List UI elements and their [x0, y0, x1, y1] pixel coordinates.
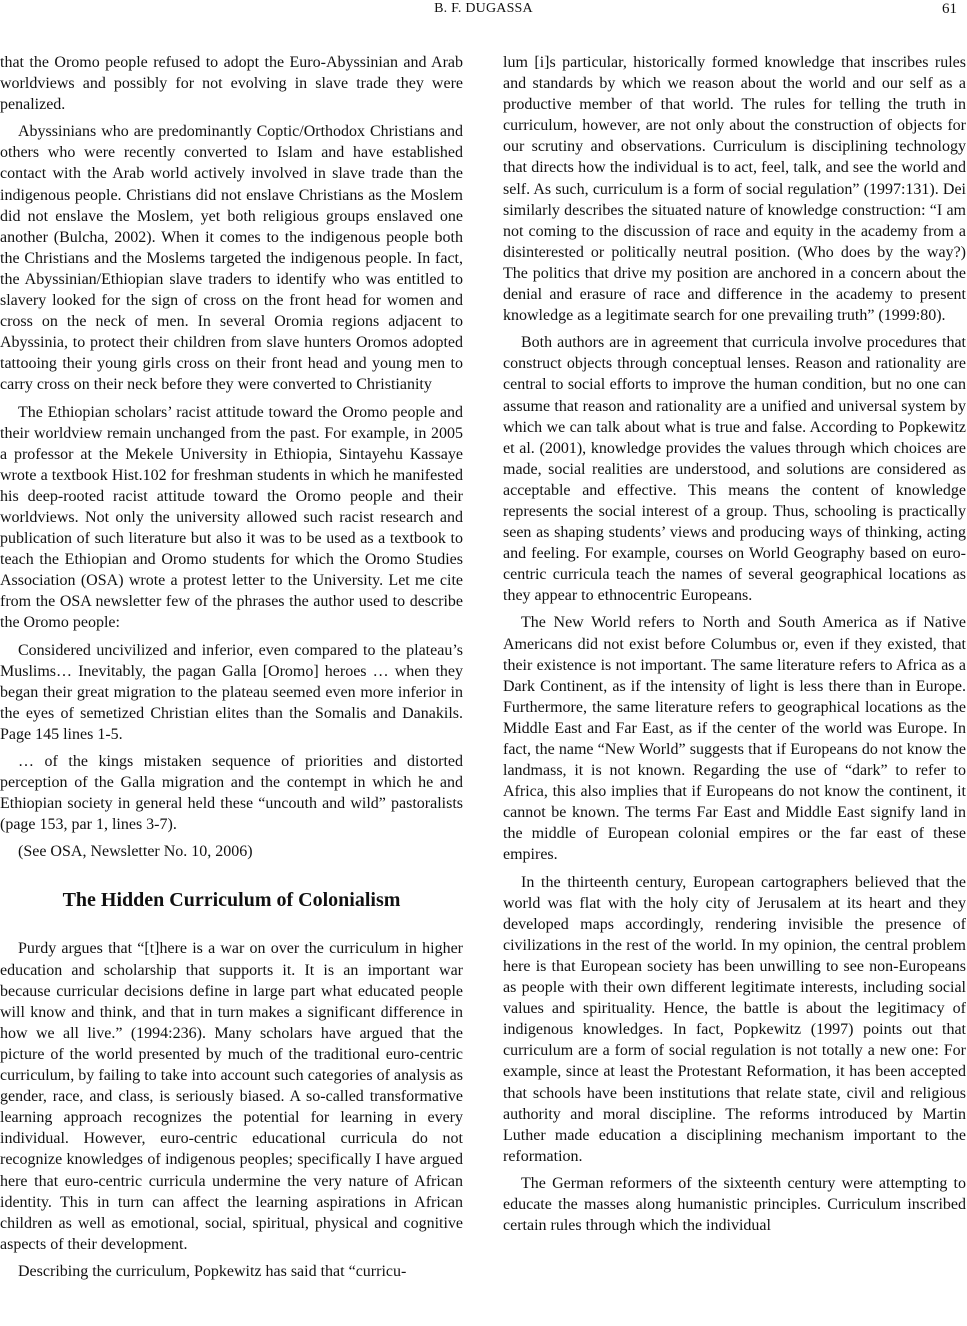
paragraph: that the Oromo people refused to adopt the Euro-Abyssinian and Arab worldviews and possibly for not evolving in slave trade they were penalized. [0, 54, 463, 114]
paragraph: Purdy argues that “[t]here is a war on over the curriculum in higher education and scholarship that supports it. It is an important war because curricular decisions define in large part what educated people will know and think, and that in turn makes a significant difference in how we all live.” (1994:236). Many scholars have argued that the picture of the world presented by much of the traditional euro-centric curriculum, by failing to take into account such categories of analysis as gender, race, and class, is seriously biased. A so-called transformative learning approach recognizes the potential for learning in every individual. However, euro-centric educational curricula do not recognize knowledges of indigenous peoples; specifically I have argued here that euro-centric curricula undermine the very nature of African identity. This in turn can affect the learning aspirations in African children as well as emotional, social, spiritual, physical and cognitive aspects of their development. [0, 940, 463, 1253]
running-head-author: B. F. DUGASSA [434, 1, 533, 16]
paragraph: The Ethiopian scholars’ racist attitude toward the Oromo people and their worldview remain unchanged from the past. For example, in 2005 a professor at the Mekele University in Ethiopia, Sintayehu Kassaye wrote a textbook Hist.102 for freshman students in which he manifested his deep-rooted racist attitude toward the Oromo people and their worldviews. Not only the university allowed such racist research and publication of such literature but also it was to be used as a textbook to teach the Ethiopian and Oromo students for which the Oromo Studies Association (OSA) wrote a protest letter to the University. Let me cite from the OSA newsletter few of the phrases the author used to describe the Oromo people: [0, 403, 463, 632]
page-number: 61 [942, 1, 957, 17]
block-quote: Considered uncivilized and inferior, even compared to the plateau’s Muslims… Inevitably, the pagan Galla [Oromo] heroes … when they began their great migration to the plateau seemed even more inferior in the eyes of semetized Christian elites than the Somalis and Danakils. Page 145 lines 1-5. [0, 641, 463, 743]
block-quote: … of the kings mistaken sequence of priorities and distorted perception of the Galla migration and the contempt in which he and Ethiopian society in general held these “uncouth and wild” pastoralists (page 153, par 1, lines 3-7). [0, 753, 463, 834]
paragraph: Describing the curriculum, Popkewitz has said that “curricu- [18, 1262, 407, 1280]
section-heading: The Hidden Curriculum of Colonialism [62, 889, 401, 912]
right-column [503, 52, 966, 1242]
quote-citation: (See OSA, Newsletter No. 10, 2006) [18, 843, 253, 861]
paragraph: Abyssinians who are predominantly Coptic/Orthodox Christians and others who were recently converted to Islam and have established contact with the Arab world actively involved in slave trade than the indigenous people. Christians did not enslave Christians as the Moslem did not enslave the Moslem, yet both religious groups enslaved one another (Bulcha, 2002). When it comes to the indigenous people both the Christians and the Moslems targeted the indigenous people. In fact, the Abyssinian/Ethiopian slave traders to identify who was entitled to slavery looked for the sign of cross on the front head for women and cross on the neck of men. In several Oromia regions adjacent to Abyssinia, to protect their children from slave hunters Oromos adopted tattooing their young girls cross on their front head and young men to carry cross on their neck before they were converted to Christianity [0, 123, 463, 394]
paragraph: The German reformers of the sixteenth century were attempting to educate the masses along humanistic principles. Curriculum inscribed certain rules through which the individual [503, 1174, 966, 1235]
paragraph: Both authors are in agreement that curricula involve procedures that construct objects through conceptual lenses. Reason and rationality are central to social efforts to improve the human condition, but no one can assume that reason and rationality are a unified and universal system by which we can talk about what is true and false. According to Popkewitz et al. (2001), knowledge provides the values through which choices are made, social realities are understood, and solutions are considered as acceptable and effective. This means the content of knowledge represents the social interest of a group. Thus, schooling is practically seen as shaping students’ views and producing ways of thinking, acting and feeling. For example, courses on World Geography based on euro-centric curricula teach the names of several geographical locations as they appear to ethnocentric Europeans. [503, 334, 966, 605]
running-head [0, 0, 967, 22]
paragraph: The New World refers to North and South America as if Native Americans did not exist before Columbus or, even if they existed, that their existence is not important. The same literature refers to Africa as a Dark Continent, as if the intensity of light is less there than in Europe. Furthermore, the same literature refers to geographical locations as the Middle East and Far East, as if the center of the world was Europe. In fact, the name “New World” suggests that if Europeans do not know the landmass, it is not known. Regarding the use of “dark” to refer to Africa, this also implies that if Europeans do not know the continent, it cannot be known. The terms Far East and Middle East signify land in the middle of European colonial empires or the far east of these empires. [503, 614, 966, 864]
paragraph: lum [i]s particular, historically formed knowledge that inscribes rules and standards by which we reason about the world and our self as a productive member of that world. The rules for telling the truth in curriculum, however, are not only about the construction of objects for our scrutiny and observations. Curriculum is disciplining technology that directs how the individual is to act, feel, talk, and see the world and self. As such, curriculum is a form of social regulation” (1997:131). Dei similarly describes the situated nature of knowledge construction: “I am not coming to the discussion of race and equity in the academy from a disinterested or politically neutral position. (Who does by the way?) The politics that drive my position are anchored in a concern about the denial and erasure of race and difference in the academy to present knowledge as a legitimate search for one prevailing truth” (1999:80). [503, 54, 966, 325]
left-column [0, 52, 463, 1288]
paragraph: In the thirteenth century, European cartographers believed that the world was flat with the holy city of Jerusalem at its heart and they developed maps accordingly, rendering invisible the presence of civilizations in the rest of the world. In my opinion, the central problem here is that European society has been unwilling to see non-Europeans as people with their own different legitimate interests, including social values and spirituality. Hence, the battle is about the legitimacy of indigenous knowledges. In fact, Popkewitz (1997) points out that curriculum are a form of social regulation is not totally a new one: For example, since at least the Protestant Reformation, it has been accepted that schools have been institutions that relate state, civil and religious authority and moral discipline. The reforms introduced by Martin Luther made education a disciplining mechanism important to the reformation. [503, 873, 966, 1165]
